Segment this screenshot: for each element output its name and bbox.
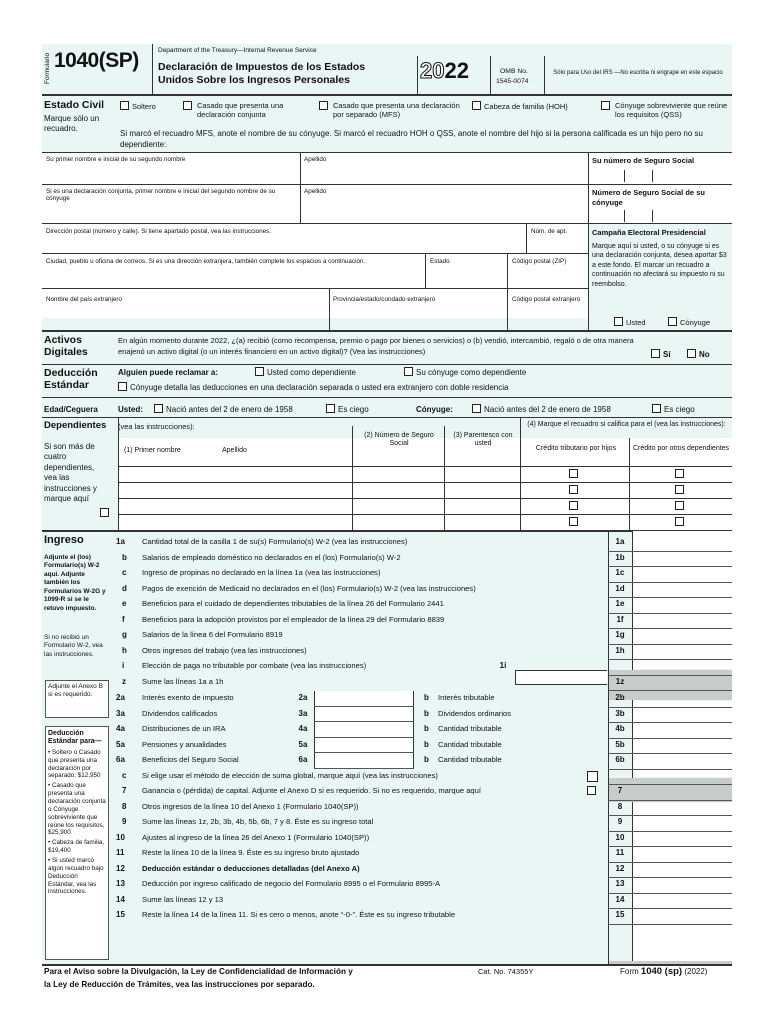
- std-item-4-text: Si usted marcó algún recuadro bajo Deducción Estándar, vea las instrucciones.: [48, 856, 104, 896]
- tax-year-outline: 20: [420, 58, 445, 83]
- line-box-label: 15: [615, 910, 625, 919]
- income-pair-left-box: 4a: [298, 724, 308, 733]
- age-spouse-label: Cónyuge:: [416, 405, 453, 414]
- spouse-born-before[interactable]: [472, 404, 611, 415]
- line-box-label: 10: [615, 832, 625, 842]
- status-hoh-checkbox[interactable]: [472, 101, 481, 110]
- income-pair-right-text: Dividendos ordinarios: [438, 708, 512, 718]
- status-separate-checkbox[interactable]: [319, 101, 328, 110]
- age-blind-title: Edad/Ceguera: [44, 405, 98, 414]
- cat-number: Cat. No. 74355Y: [478, 967, 534, 976]
- spouse-ssn-label: Número de Seguro Social de su cónyuge: [592, 188, 705, 207]
- tax-form: [42, 44, 732, 964]
- income-line-text: Ingreso de propinas no declarado en la línea 1a (vea las instrucciones): [142, 568, 381, 577]
- line-box-label: 1g: [615, 630, 625, 639]
- income-pair-right-num: b: [424, 708, 429, 718]
- std-item-4: • Si usted marcó algún recuadro bajo Deducción Estándar, vea las instrucciones.: [48, 856, 104, 896]
- status-separate[interactable]: [319, 101, 464, 119]
- status-qss[interactable]: [601, 101, 731, 119]
- dep-col2-label: (2) Número de Seguro Social: [364, 432, 434, 448]
- tax-year: [420, 58, 469, 84]
- address-label: Dirección postal (número y calle). Si tiene apartado postal, vea las instrucciones.: [46, 228, 272, 235]
- apt-label: Núm. de apt.: [531, 228, 568, 235]
- income-pair-left-text: Dividendos calificados: [142, 708, 218, 718]
- spouse-dependent-checkbox[interactable]: [404, 367, 413, 376]
- status-single-label: Soltero: [132, 102, 156, 111]
- line-box-label: 1z: [615, 676, 625, 686]
- std-deduction-box: [45, 726, 109, 960]
- line-box-label: 12: [615, 863, 625, 873]
- income-pair-right-box: 2b: [615, 693, 625, 702]
- campaign-you[interactable]: [614, 317, 646, 327]
- last-name-label: Apellido: [304, 156, 327, 163]
- line-box-label: 9: [617, 817, 623, 826]
- income-pair-num: 2a: [116, 693, 125, 702]
- income-pair-left-amount[interactable]: [314, 707, 414, 723]
- income-line-num: i: [122, 661, 125, 670]
- foreign-zip-label: Código postal extranjero: [512, 296, 581, 303]
- digital-no-checkbox[interactable]: [687, 349, 696, 358]
- line-box-label: 1f: [616, 614, 624, 624]
- claim-label: Alguien puede reclamar a:: [118, 368, 219, 377]
- form-number: 1040(SP): [54, 49, 139, 72]
- you-dependent-checkbox[interactable]: [255, 367, 264, 376]
- spouse-blind-label: Es ciego: [664, 405, 695, 414]
- line-box-label: 1i: [499, 661, 507, 670]
- income-pair-left-box: 3a: [298, 708, 308, 718]
- status-separate-label: Casado que presenta una declaración por separado (MFS): [333, 101, 460, 119]
- spouse-itemizes-checkbox[interactable]: [118, 382, 127, 391]
- spouse-as-dependent[interactable]: [404, 367, 526, 378]
- dep3-child-credit-checkbox[interactable]: [569, 501, 578, 510]
- form-footer-name: 1040 (sp): [640, 966, 683, 977]
- spouse-last-name-label: Apellido: [304, 188, 327, 195]
- income-pair-num: 6a: [116, 755, 125, 764]
- income-line-text: Si elige usar el método de elección de suma global, marque aquí (vea las instrucciones): [142, 770, 438, 780]
- form-footer-label: Form: [620, 967, 639, 976]
- you-as-dependent[interactable]: [255, 367, 356, 378]
- income-pair-left-text: Interés exento de impuesto: [142, 693, 234, 702]
- income-pair-left-text: Pensiones y anualidades: [142, 739, 227, 749]
- income-line-num: h: [122, 645, 127, 655]
- std-item-2-text: Casado que presenta una declaración conjunta o Cónyuge sobreviviente que reúne los requisitos, $25,900: [48, 782, 106, 837]
- spouse-blind[interactable]: [652, 404, 695, 415]
- digital-yes-label: Sí: [663, 350, 671, 359]
- income-line-text: Cantidad total de la casilla 1 de su(s) Formulario(s) W-2 (vea las instrucciones): [142, 537, 408, 546]
- income-line-num: d: [122, 583, 127, 593]
- income-pair-right-num: b: [424, 693, 429, 702]
- income-line-text: Sume las líneas 1z, 2b, 3b, 4b, 5b, 6b, 7 y 8. Éste es su ingreso total: [142, 817, 374, 826]
- status-joint-label: Casado que presenta una declaración conjunta: [197, 101, 284, 119]
- line-box-label: 13: [615, 879, 625, 888]
- line-1i-amount[interactable]: [515, 670, 607, 685]
- dependents-title: Dependientes: [44, 420, 107, 431]
- income-line-text: Pagos de exención de Medicaid no declarados en el (los) Formulario(s) W-2 (vea las instrucciones): [142, 583, 476, 593]
- income-line-num: 9: [122, 817, 127, 826]
- status-hoh[interactable]: [472, 101, 568, 111]
- income-line-text: Sume las líneas 1a a 1h: [142, 676, 224, 686]
- amount-column-3[interactable]: [633, 803, 732, 961]
- income-pair-left-amount[interactable]: [314, 738, 414, 754]
- status-single-checkbox[interactable]: [120, 101, 129, 110]
- std-item-1: • Soltero o Casado que presenta una declaración por separado, $12,950: [48, 748, 101, 780]
- income-line-num: c: [122, 770, 127, 780]
- income-line-text: Sume las líneas 12 y 13: [142, 894, 224, 904]
- income-pair-right-text: Interés tributable: [438, 693, 495, 702]
- more-dependents-box[interactable]: [100, 508, 109, 517]
- omb-number-1: OMB No.: [500, 68, 528, 75]
- income-line-text: Deducción por ingreso calificado de negocio del Formulario 8995 o el Formulario 8995-A: [142, 879, 441, 888]
- spouse-blind-checkbox[interactable]: [652, 404, 661, 413]
- campaign-title: Campaña Electoral Presidencial: [592, 228, 706, 237]
- form-title-1: Declaración de Impuestos de los Estados: [158, 61, 366, 73]
- state-label: Estado: [430, 258, 450, 265]
- income-line-num: e: [122, 599, 127, 608]
- std-item-1-text: Soltero o Casado que presenta una declaración por separado, $12,950: [48, 748, 101, 780]
- form-footer-year: (2022): [684, 967, 708, 976]
- form-side-label: Formulario: [44, 52, 51, 84]
- age-you-label: Usted:: [118, 405, 143, 414]
- income-pair-right-num: b: [424, 755, 429, 764]
- std-deduction-box-title: Deducción Estándar para—: [48, 730, 102, 746]
- dep-col1-label: (1) Primer nombre: [124, 447, 181, 454]
- income-pair-right-box: 5b: [615, 739, 625, 749]
- income-line-num: 10: [116, 832, 125, 842]
- campaign-you-checkbox[interactable]: [614, 317, 623, 326]
- income-side-note-1: Adjunte el (los) Formulario(s) W-2 aquí. Adjunte también los Formularios W-2G y 1099-R si se le retuvo impuesto.: [44, 554, 106, 612]
- spouse-itemizes-label: Cónyuge detalla las deducciones en una declaración separada o usted era extranjero con doble residencia: [130, 383, 509, 392]
- you-blind-checkbox[interactable]: [326, 404, 335, 413]
- dep4-other-credit-checkbox[interactable]: [675, 517, 684, 526]
- income-pair-right-box: 3b: [615, 708, 625, 718]
- income-line-num: 13: [116, 879, 125, 888]
- campaign-spouse-checkbox[interactable]: [668, 317, 677, 326]
- form-footer-id: [620, 966, 707, 977]
- income-line-num: z: [122, 676, 126, 686]
- you-born-label: Nació antes del 2 de enero de 1958: [166, 405, 293, 414]
- you-blind[interactable]: [326, 404, 369, 415]
- more-dependents-checkbox[interactable]: [100, 508, 112, 519]
- income-side-note-2: Si no recibió un Formulario W-2, vea las instrucciones.: [44, 634, 103, 658]
- spouse-born-checkbox[interactable]: [472, 404, 481, 413]
- income-pair-num: 3a: [116, 708, 125, 718]
- first-name-label: Su primer nombre e inicial de su segundo nombre: [46, 156, 186, 163]
- amount-column-2[interactable]: [633, 701, 732, 777]
- income-pair-left-box: 2a: [298, 693, 308, 702]
- status-qss-checkbox[interactable]: [601, 101, 610, 110]
- campaign-you-label: Usted: [626, 318, 646, 327]
- department-label: Department of the Treasury—Internal Revenue Service: [158, 47, 317, 54]
- irs-use-only: Sólo para Uso del IRS —No escriba ni engrape en este espacio: [553, 70, 723, 76]
- income-pair-right-num: b: [424, 739, 429, 749]
- line-box-label: 1e: [615, 599, 625, 608]
- line-box-label: 1b: [615, 552, 625, 562]
- status-joint-checkbox[interactable]: [183, 101, 192, 110]
- dependents-see: (vea las instrucciones):: [118, 422, 195, 431]
- income-line-num: c: [122, 568, 127, 577]
- zip-label: Código postal (ZIP): [512, 258, 567, 265]
- schedule-b-note: Adjunte el Anexo B si es requerido.: [45, 680, 109, 718]
- dep4-child-credit-checkbox[interactable]: [569, 517, 578, 526]
- digital-assets-no[interactable]: [687, 349, 710, 360]
- spouse-first-name-label: Si es una declaración conjunta, primer nombre e inicial del segundo nombre de su cónyuge: [46, 188, 276, 203]
- dep2-child-credit-checkbox[interactable]: [569, 485, 578, 494]
- income-title: Ingreso: [44, 534, 84, 546]
- campaign-spouse[interactable]: [668, 317, 710, 327]
- you-born-before[interactable]: [154, 404, 293, 415]
- spouse-born-label: Nació antes del 2 de enero de 1958: [484, 405, 611, 414]
- privacy-notice-1: Para el Aviso sobre la Divulgación, la Ley de Confidencialidad de Información y: [44, 967, 353, 976]
- std-item-3: • Cabeza de familia, $19,400: [48, 839, 105, 855]
- income-line-num: 11: [116, 848, 125, 857]
- capital-gain-checkbox[interactable]: [587, 786, 596, 795]
- digital-no-label: No: [699, 350, 710, 359]
- income-pair-left-amount[interactable]: [314, 691, 414, 707]
- dep1-child-credit-checkbox[interactable]: [569, 469, 578, 478]
- status-joint[interactable]: [183, 101, 313, 119]
- income-pair-right-box: 6b: [615, 755, 625, 764]
- income-pair-left-box: 5a: [298, 739, 308, 749]
- income-pair-right-text: Cantidad tributable: [438, 739, 502, 749]
- income-line-text: Ajustes al ingreso de la línea 26 del Anexo 1 (Formulario 1040(SP)): [142, 832, 370, 842]
- form-title-2: Unidos Sobre los Ingresos Personales: [158, 74, 350, 86]
- status-single[interactable]: [120, 101, 156, 111]
- income-line-num: 1a: [116, 537, 125, 546]
- digital-assets-text: En algún momento durante 2022, ¿(a) recibió (como recompensa, premio o pago por bienes o servicios) o (b) vendió, intercambió, regaló o de otra manera enajenó un activo digital (o un interés financiero en un activo digital)? (Vea las instrucciones): [118, 336, 634, 356]
- income-line-text: Deducción estándar o deducciones detalladas (del Anexo A): [142, 863, 360, 873]
- income-pair-left-text: Beneficios del Seguro Social: [142, 755, 239, 764]
- dep3-other-credit-checkbox[interactable]: [675, 501, 684, 510]
- income-line-text: Reste la línea 14 de la línea 11. Si es cero o menos, anote “-0-”. Éste es su ingreso tributable: [142, 910, 456, 919]
- dep-col1b-label: Apellido: [222, 447, 247, 454]
- lump-sum-checkbox[interactable]: [587, 771, 598, 782]
- filing-status-note: Marque sólo un recuadro.: [44, 114, 100, 134]
- you-dependent-label: Usted como dependiente: [267, 368, 356, 377]
- income-line-num: b: [122, 552, 127, 562]
- dep1-other-credit-checkbox[interactable]: [675, 469, 684, 478]
- city-label: Ciudad, pueblo u oficina de correos. Si es una dirección extranjera, también complete los espacios a continuación.: [46, 258, 366, 265]
- campaign-spouse-label: Cónyuge: [680, 318, 711, 327]
- income-line-text: Ganancia o (pérdida) de capital. Adjunte el Anexo D si es requerido. Si no es requerido, marque aquí: [142, 786, 481, 795]
- dep-col3-label: (3) Parentesco con usted: [453, 432, 513, 448]
- status-hoh-label: Cabeza de familia (HOH): [484, 102, 568, 111]
- line-box-label: 8: [617, 801, 623, 811]
- line-box-label: 11: [615, 848, 625, 857]
- income-pair-right-box: 4b: [615, 724, 625, 733]
- line-box-label: 1h: [615, 645, 625, 655]
- you-born-checkbox[interactable]: [154, 404, 163, 413]
- income-pair-num: 4a: [116, 724, 125, 733]
- filing-status-instruction: Si marcó el recuadro MFS, anote el nombre de su cónyuge. Si marcó el recuadro HOH o QSS, anote el nombre del hijo si la persona calificada es un hijo pero no su dependiente:: [120, 129, 703, 150]
- line-box-label: 7: [617, 786, 623, 795]
- income-pair-left-amount[interactable]: [314, 722, 414, 738]
- you-blind-label: Es ciego: [338, 405, 369, 414]
- spouse-itemizes[interactable]: [118, 382, 508, 393]
- income-line-text: Otros ingresos de la línea 10 del Anexo 1 (Formulario 1040(SP)): [142, 801, 359, 811]
- income-line-text: Salarios de la línea 6 del Formulario 8919: [142, 630, 283, 639]
- tax-year-bold: 22: [444, 58, 469, 83]
- dependents-side-note: Si son más de cuatro dependientes, vea las instrucciones y marque aquí: [44, 442, 97, 503]
- line-box-label: 1d: [615, 583, 625, 593]
- omb-number-2: 1545-0074: [496, 78, 529, 85]
- spouse-dependent-label: Su cónyuge como dependiente: [416, 368, 527, 377]
- province-label: Provincia/estado/condado extranjero: [333, 296, 436, 303]
- digital-assets-yes[interactable]: [651, 349, 671, 360]
- campaign-text: Marque aquí si usted, o su cónyuge si es una declaración conjunta, desea aportar $3 a este fondo. El marcar un recuadro a continuación no afectará su impuesto ni su reembolso.: [592, 243, 727, 288]
- income-line-num: 15: [116, 910, 125, 919]
- income-line-num: 14: [116, 894, 125, 904]
- income-line-text: Beneficios para el cuidado de dependientes tributables de la línea 26 del Formulario 2441: [142, 599, 444, 608]
- std-item-2: • Casado que presenta una declaración conjunta o Cónyuge sobreviviente que reúne los requisitos, $25,900: [48, 782, 106, 837]
- std-item-3-text: Cabeza de familia, $19,400: [48, 839, 105, 855]
- line-box-label: 1c: [615, 568, 625, 577]
- dep2-other-credit-checkbox[interactable]: [675, 485, 684, 494]
- income-pair-left-box: 6a: [298, 755, 308, 764]
- income-line-text: Salarios de empleado doméstico no declarados en el (los) Formulario(s) W-2: [142, 552, 401, 562]
- income-line-text: Beneficios para la adopción provistos por el empleador de la línea 29 del Formulario 8839: [142, 614, 445, 624]
- line-box-label: 14: [615, 894, 625, 904]
- privacy-notice-2: la Ley de Reducción de Trámites, vea las instrucciones por separado.: [44, 980, 315, 989]
- digital-yes-checkbox[interactable]: [651, 349, 660, 358]
- income-line-text: Otros ingresos del trabajo (vea las instrucciones): [142, 645, 307, 655]
- income-line-num: 8: [122, 801, 127, 811]
- amount-column[interactable]: [633, 531, 732, 669]
- status-qss-label: Cónyuge sobreviviente que reúne los requisitos (QSS): [615, 101, 728, 119]
- income-line-num: 7: [122, 786, 127, 795]
- country-label: Nombre del país extranjero: [46, 296, 122, 303]
- income-pair-right-num: b: [424, 724, 429, 733]
- income-line-text: Elección de paga no tributable por combate (vea las instrucciones): [142, 661, 367, 670]
- income-pair-left-amount[interactable]: [314, 753, 414, 769]
- income-pair-left-text: Distribuciones de un IRA: [142, 724, 226, 733]
- income-pair-right-text: Cantidad tributable: [438, 755, 502, 764]
- income-line-num: 12: [116, 863, 125, 873]
- digital-assets-title: Activos Digitales: [44, 334, 88, 359]
- ssn-label: Su número de Seguro Social: [592, 156, 695, 165]
- dep-col4-label: (4) Marque el recuadro si califica para el (vea las instrucciones):: [527, 421, 726, 428]
- standard-deduction-title: Deducción Estándar: [44, 367, 98, 392]
- dep-col4b-label: Crédito por otros dependientes: [632, 445, 730, 452]
- income-line-num: f: [122, 614, 125, 624]
- income-line-text: Reste la línea 10 de la línea 9. Éste es su ingreso bruto ajustado: [142, 848, 360, 857]
- income-line-num: g: [122, 630, 127, 639]
- ssn-input[interactable]: [624, 170, 680, 185]
- filing-status-title: Estado Civil: [44, 99, 105, 111]
- income-pair-right-text: Cantidad tributable: [438, 724, 502, 733]
- line-box-label: 1a: [615, 537, 625, 546]
- dep-col4a-label: Crédito tributario por hijos: [535, 445, 617, 452]
- income-pair-num: 5a: [116, 739, 125, 749]
